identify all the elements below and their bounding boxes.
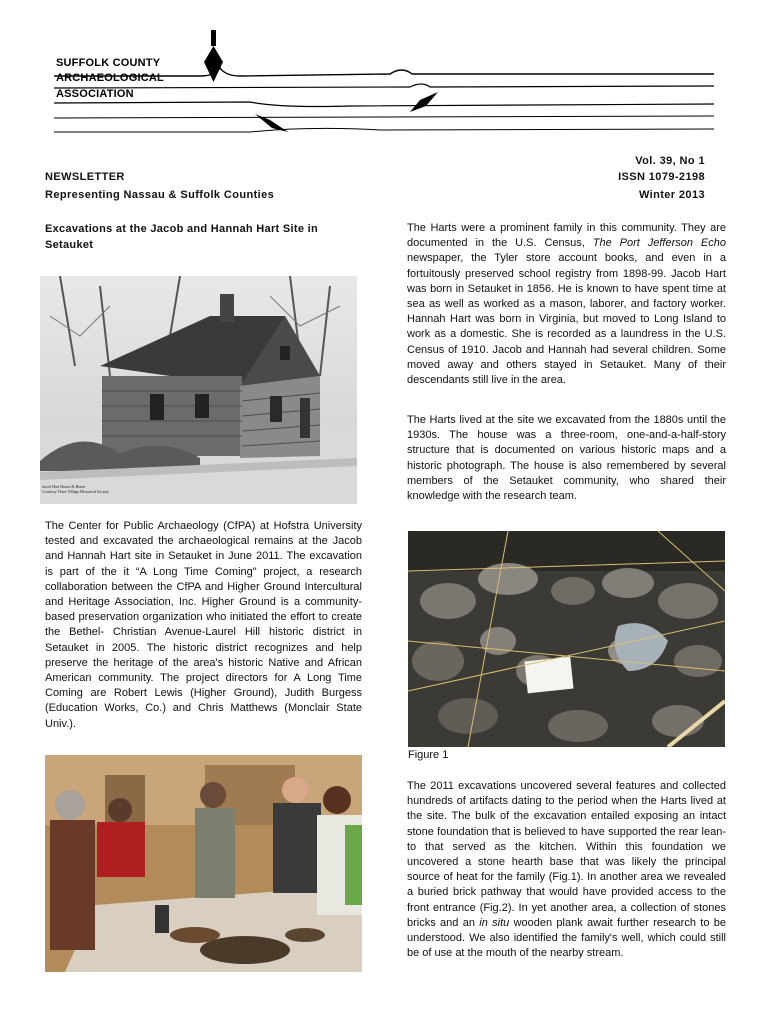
photo1-caption-line-1: Jacob Hart House & Home: [42, 484, 86, 489]
issue-season: Winter 2013: [638, 189, 705, 201]
org-name-line-3: ASSOCIATION: [56, 88, 134, 100]
org-name-line-1: SUFFOLK COUNTY: [56, 57, 161, 69]
newsletter-subtitle: Representing Nassau & Suffolk Counties: [45, 189, 275, 201]
right-p1-text-b: newspaper, the Tyler store account books, and even in a fortuitously preserved school registry from 1898-99. Jacob Hart was born in Setauket in 1856. He is known to have spent time at sea as well as worked as a mason, laborer, and factory worker. Hannah Hart was born in Virginia, but moved to Long Island to work as a domestic. She is recorded as a laundress in the U.S. Census of 1910. Jacob and Hannah had several children. Some moved away and others stayed in Setauket. Many of their descendants still live in the area.: [407, 252, 726, 387]
right-column-paragraph-3: [407, 779, 726, 961]
right-p3-text-b: wooden plank await further research to be understood. We also identified the family's well, which could still be of use at the mouth of the nearby stream.: [407, 916, 726, 960]
article-headline: Excavations at the Jacob and Hannah Hart Site in Setauket: [45, 223, 318, 251]
masthead: [50, 28, 730, 138]
hart-house-historic-photo: [40, 276, 357, 504]
community-artifact-photo: [45, 755, 362, 972]
org-name-line-2: ARCHAEOLOGICAL: [56, 72, 164, 84]
right-p1-newspaper-title: The Port Jefferson Echo: [592, 237, 726, 250]
right-p3-text-a: The 2011 excavations uncovered several features and collected hundreds of artifacts dating to the period when the Harts lived at the site. The bulk of the excavation entailed exposing an intact stone foundation that is believed to have supported the rear lean-to that served as the kitchen. Within this foundation we uncovered a stone hearth base that was likely the principal source of heat for the family (Fig.1). In another area we revealed a buried brick pathway that would have provided access to the front entrance (Fig.2). In yet another area, a collection of stones bricks and an: [407, 780, 726, 929]
figure1-caption: Figure 1: [408, 749, 449, 761]
left-column-paragraph: The Center for Public Archaeology (CfPA) at Hofstra University tested and excavated the archaeological remains at the Jacob and Hannah Hart site in Setauket in June 2011. The excavation is part of the it “A Long Time Coming" project, a research collaboration between the CfPA and Higher Ground Intercultural and Heritage Association, Inc. Higher Ground is a community-based preservation organization who initiated the effort to create the Bethel- Christian Avenue-Laurel Hill historic district in Setauket in 2005. The historic district recognizes and help preserve the heritage of the area's historic Native and African American community. The project directors for A Long Time Coming are Robert Lewis (Higher Ground), Judith Burgess (Education Works, Co.) and Chris Matthews (Monclair State Univ.).: [45, 520, 362, 730]
issn: ISSN 1079-2198: [618, 171, 705, 183]
right-p3-in-situ: in situ: [479, 916, 510, 929]
photo1-caption-line-2: Courtesy Three Village Historical Society: [42, 489, 109, 494]
right-column-paragraph-2: The Harts lived at the site we excavated from the 1880s until the 1930s. The house was a three-room, one-and-a-half-story structure that is documented on various historic maps and a historic photograph. The house is also remembered by several members of the Setauket community, who shared their knowledge with the research team.: [407, 414, 726, 503]
figure1-excavation-photo: [408, 531, 725, 747]
volume-number: Vol. 39, No 1: [635, 155, 705, 167]
right-column-paragraph-1: [407, 221, 726, 388]
right-p1-text-a: The Harts were a prominent family in this community. They are documented in the U.S. Census,: [407, 222, 726, 250]
newsletter-label: NEWSLETTER: [45, 171, 125, 183]
